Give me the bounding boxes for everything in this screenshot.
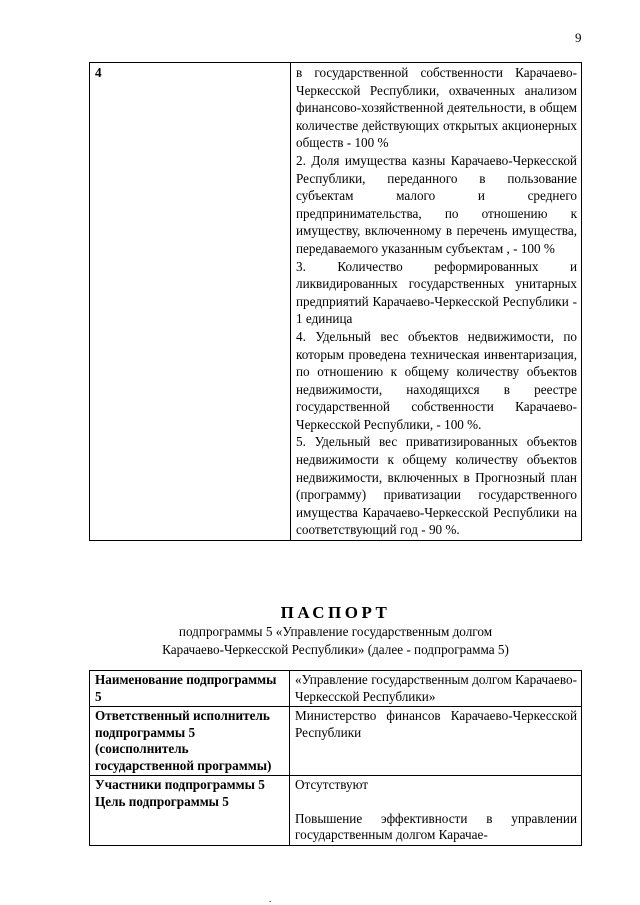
indicator-text: 2. Доля имущества казны Карачаево-Черкесской Республики, переданного в пользование субъектам малого и среднего предпринимательства, по отношению к имуществу, включенному в перечень имущества, передаваемого указанным субъектам , - 100 % — [296, 152, 577, 256]
passport-value: «Управление государственным долгом Карачаево-Черкесской Республики» — [290, 671, 582, 707]
indicators-cell — [291, 63, 582, 541]
table-row — [90, 776, 582, 846]
table-row — [90, 63, 582, 541]
passport-value: Повышение эффективности в управлении государственным долгом Карачае- — [295, 810, 577, 842]
indicator-text: 3. Количество реформированных и ликвидированных государственных унитарных предприятий Карачаево-Черкесской Республики - 1 единица — [296, 258, 577, 327]
page-number: 9 — [575, 30, 582, 45]
passport-value: Министерство финансов Карачаево-Черкесской Республики — [290, 707, 582, 776]
passport-value-cell — [290, 776, 582, 846]
passport-label: Цель подпрограммы 5 — [95, 793, 229, 809]
passport-value: Отсутствуют — [295, 777, 369, 792]
passport-heading — [89, 603, 582, 658]
footer-mark: . — [269, 894, 272, 904]
passport-subtitle-line-2: Карачаево-Черкесской Республики» (далее - подпрограмма 5) — [162, 641, 509, 657]
table-row — [90, 671, 582, 707]
passport-title: ПАСПОРТ — [280, 603, 391, 622]
row-number-cell: 4 — [90, 63, 291, 541]
passport-label: Наименование подпрограммы 5 — [90, 671, 290, 707]
passport-subtitle-line-1: подпрограммы 5 «Управление государственным долгом — [178, 624, 493, 639]
indicator-text: 5. Удельный вес приватизированных объектов недвижимости к общему количеству объектов недвижимости, включенных в Прогнозный план (программу) приватизации государственного имущества Карачаево-Черкесской Республики на соответствующий год - 90 %. — [296, 434, 577, 538]
passport-table — [89, 670, 582, 846]
passport-label: Участники подпрограммы 5 — [95, 777, 265, 792]
passport-label-cell — [90, 776, 290, 846]
continuation-table — [89, 62, 582, 541]
passport-label: Ответственный исполнитель подпрограммы 5 (соисполнитель государственной программы) — [90, 707, 290, 776]
table-row — [90, 707, 582, 776]
indicator-text: в государственной собственности Карачаево-Черкесской Республики, охваченных анализом финансово-хозяйственной деятельности, в общем количестве действующих открытых акционерных обществ - 100 % — [296, 65, 577, 151]
indicator-text: 4. Удельный вес объектов недвижимости, по которым проведена техническая инвентаризация, по отношению к общему количеству объектов недвижимости, находящихся в реестре государственной собственности Карачаево-Черкесской Республики, - 100 %. — [296, 328, 577, 432]
